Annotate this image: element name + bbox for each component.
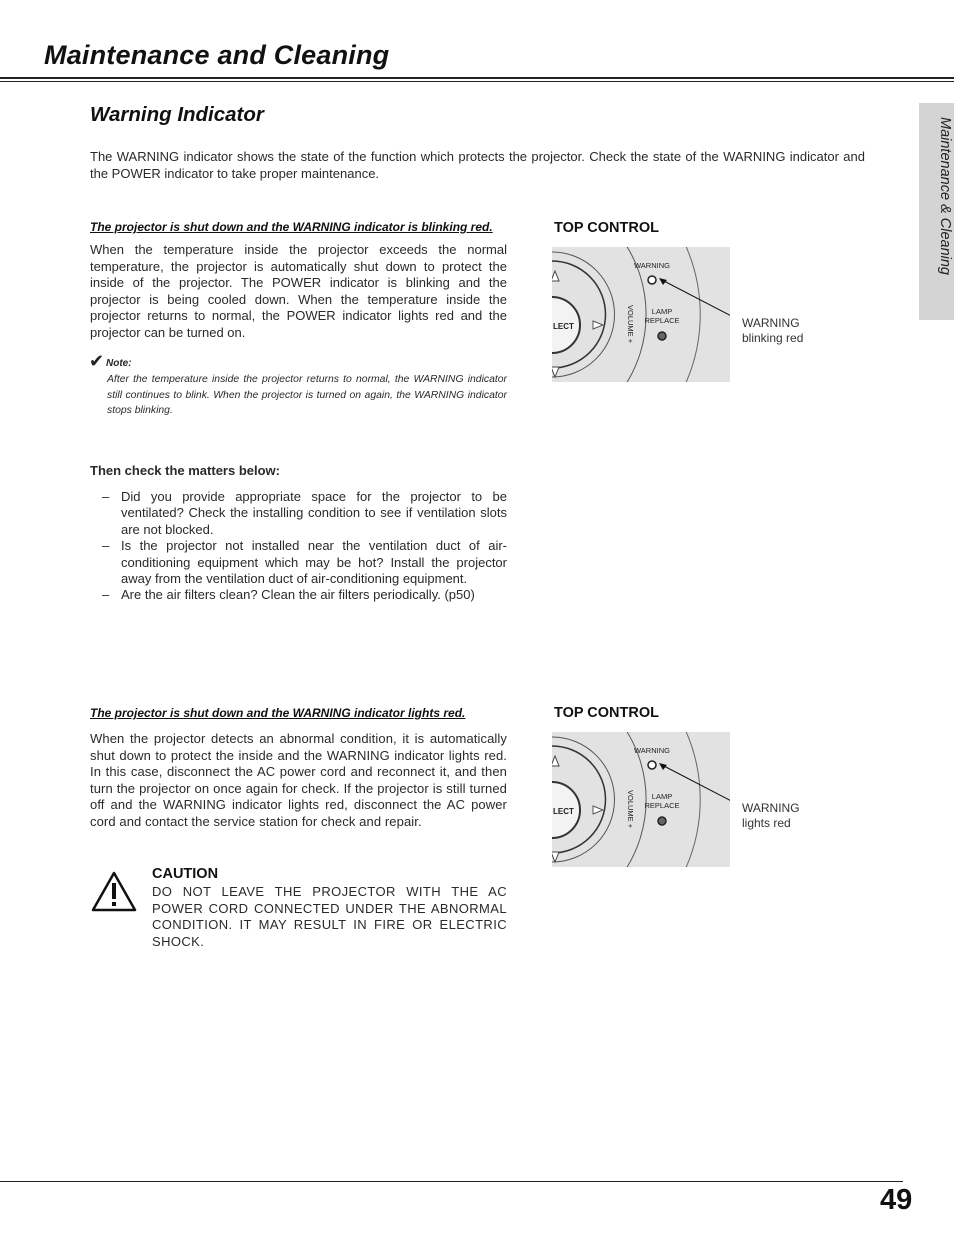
caution-heading: CAUTION [152, 866, 219, 882]
warning-triangle-icon [91, 871, 137, 912]
section-title: Warning Indicator [90, 103, 264, 126]
title-rule [0, 77, 954, 79]
lamp-label: LAMP [651, 792, 673, 801]
figure2-title: TOP CONTROL [554, 705, 659, 721]
list-item [90, 587, 507, 603]
title-rule-secondary [0, 81, 954, 82]
side-tab [919, 103, 954, 320]
footer-rule [0, 1181, 903, 1182]
side-tab-label: Maintenance & Cleaning [937, 117, 953, 275]
top-control-illustration [552, 732, 730, 867]
list-item-text: Is the projector not installed near the ventilation duct of air-conditioning equipment which may be hot? Install the projector away from the ventilation duct of air-conditioning equipment. [121, 538, 507, 587]
case1-heading: The projector is shut down and the WARNING indicator is blinking red. [90, 220, 493, 234]
warning-lamp [648, 761, 656, 769]
case2-body: When the projector detects an abnormal condition, it is automatically shut down to protect the inside and the WARNING indicator lights red. In this case, disconnect the AC power cord and reconnect it, and then turn the projector on once again for check. If the projector is still turned off and the WARNING indicator lights red, disconnect the AC power cord and contact the service station for check and repair. [90, 731, 507, 829]
list-item-text: Are the air filters clean? Clean the air filters periodically. (p50) [121, 587, 475, 603]
list-item [90, 489, 507, 538]
volume-label: VOLUME + [626, 790, 635, 829]
callout-line-2: lights red [742, 816, 791, 830]
lamp-replace-lamp [658, 817, 666, 825]
warning-label: WARNING [634, 261, 670, 270]
callout-line-1: WARNING [742, 316, 800, 330]
figure1-title: TOP CONTROL [554, 220, 659, 236]
case2-heading: The projector is shut down and the WARNING indicator lights red. [90, 706, 466, 720]
case1-body: When the temperature inside the projector exceeds the normal temperature, the projector is automatically shut down to protect the inside of the projector. The POWER indicator is blinking and the projector is being cooled down. When the temperature inside the projector returns to normal, the POWER indicator lights red and the projector can be turned on. [90, 242, 507, 340]
bullet-dash: – [102, 587, 110, 603]
lamp-label: LAMP [651, 307, 673, 316]
select-label: LECT [553, 322, 574, 331]
page-title: Maintenance and Cleaning [44, 40, 390, 70]
warning-lamp [648, 276, 656, 284]
caution-text: DO NOT LEAVE THE PROJECTOR WITH THE AC POWER CORD CONNECTED UNDER THE ABNORMAL CONDITION. IT MAY RESULT IN FIRE OR ELECTRIC SHOCK. [152, 884, 507, 949]
callout-line-2: blinking red [742, 331, 804, 345]
check-heading: Then check the matters below: [90, 463, 280, 478]
callout-1 [742, 316, 803, 346]
top-control-illustration [552, 247, 730, 382]
bullet-dash: – [102, 538, 110, 554]
check-list [90, 489, 507, 604]
callout-2 [742, 801, 800, 831]
list-item-text: Did you provide appropriate space for the projector to be ventilated? Check the installing condition to see if ventilation slots are not blocked. [121, 489, 507, 537]
note-label: Note: [106, 358, 132, 369]
lamp-replace-lamp [658, 332, 666, 340]
top-control-panel-2 [552, 732, 730, 867]
top-control-panel-1 [552, 247, 730, 382]
select-label: LECT [553, 807, 574, 816]
bullet-dash: – [102, 489, 110, 504]
volume-label: VOLUME + [626, 305, 635, 344]
warning-label: WARNING [634, 746, 670, 755]
list-item [90, 538, 507, 587]
replace-label: REPLACE [644, 801, 680, 810]
intro-paragraph: The WARNING indicator shows the state of the function which protects the projector. Check the state of the WARNING indicator and the POWER indicator to take proper maintenance. [90, 149, 865, 181]
replace-label: REPLACE [644, 316, 680, 325]
note-text: After the temperature inside the projector returns to normal, the WARNING indicator still continues to blink. When the projector is turned on again, the WARNING indicator stops blinking. [107, 374, 507, 416]
page-number: 49 [880, 1184, 913, 1216]
checkmark-icon: ✔ [89, 351, 105, 371]
callout-line-1: WARNING [742, 801, 800, 815]
